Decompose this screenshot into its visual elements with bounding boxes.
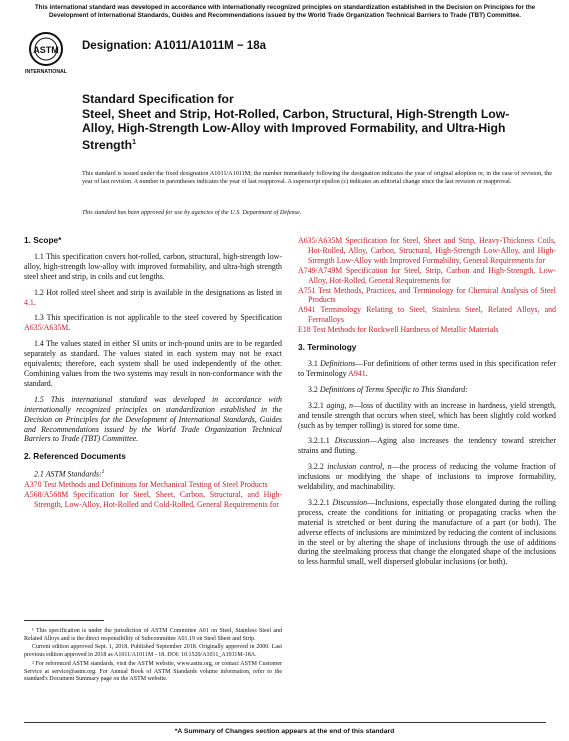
svg-text:ASTM: ASTM xyxy=(33,45,59,55)
ref-link[interactable]: A941 xyxy=(348,368,366,378)
reference-item[interactable]: A751 Test Methods, Practices, and Terminology for Chemical Analysis of Steel Products xyxy=(298,285,556,305)
reference-item[interactable]: A635/A635M Specification for Steel, Sheet and Strip, Heavy-Thickness Coils, Hot-Rolled, Alloy, Carbon, Structural, High-Strength Low-Alloy, and High-Strength Low-Alloy with Improved Formability, General Requirements for xyxy=(298,236,556,265)
term-3-2-2-1: 3.2.2.1 Discussion—Inclusions, especially those elongated during the rolling process, create the conditions for initiating or propagating cracks when the material is stretched or bent during the manufacture of a part (or both). The adverse effects of inclusions are minimized by reducing the content of inclusions in the steel or by altering the shape of inclusions through the use of additions during the steelmaking process that change the elongated shape of the inclusions to less harmful small, well dispersed globular inclusions (or both). xyxy=(298,497,557,567)
designation: Designation: A1011/A1011M − 18a xyxy=(82,40,266,52)
footnotes xyxy=(24,628,282,685)
reference-item[interactable]: A568/A568M Specification for Steel, Sheet, Carbon, Structural, and High-Strength, Low-Alloy, Hot-Rolled and Cold-Rolled, General Requirements for xyxy=(24,489,282,509)
term-3-2-1-1: 3.2.1.1 Discussion—Aging also increases the tendency toward stretcher strains and fluting. xyxy=(298,436,556,456)
references-subheading: 2.1 ASTM Standards:$^2$ xyxy=(34,469,105,479)
ref-link[interactable]: A635/A635M xyxy=(24,323,69,333)
scope-1-3: 1.3 This specification is not applicable to the steel covered by Specification A635/A635M. xyxy=(24,313,282,333)
scope-heading: 1. Scope* xyxy=(24,235,62,245)
terminology-heading: 3. Terminology xyxy=(298,342,357,353)
issued-note: This standard is issued under the fixed designation A1011/A1011M; the number immediately following the designation indicates the year of original adoption or, in the case of revision, the year of last revision. A number in parentheses indicates the year of last reapproval. A superscript epsilon (ε) indicates an editorial change since the last revision or reapproval. xyxy=(82,170,552,186)
scope-1-2: 1.2 Hot rolled steel sheet and strip is available in the designations as listed in 4.1. xyxy=(24,287,282,307)
term-3-1: 3.1 Definitions—For definitions of other terms used in this specification refer to Terminology A941. xyxy=(298,358,556,378)
development-notice: This international standard was developed in accordance with internationally recognized principles on standardization established in the Decision on Principles for the Development of International Standards, Guides and Recommendations issued by the World Trade Organization Technical Barriers to Trade (TBT) Committee. xyxy=(34,4,536,19)
reference-item[interactable]: A941 Terminology Relating to Steel, Stainless Steel, Related Alloys, and Ferroalloys xyxy=(298,305,556,325)
footnote-2: ² For referenced ASTM standards, visit the ASTM website, www.astm.org, or contact ASTM Customer Service at service@astm.org. For Annual Book of ASTM Standards volume information, refer to the standard's Document Summary page on the ASTM website. xyxy=(24,660,282,683)
astm-logo xyxy=(24,30,68,76)
reference-item[interactable]: A370 Test Methods and Definitions for Mechanical Testing of Steel Products xyxy=(24,479,268,489)
ref-link[interactable]: 4.1 xyxy=(24,297,34,307)
reference-item[interactable]: E18 Test Methods for Rockwell Hardness of Metallic Materials xyxy=(298,325,499,335)
term-3-2-1: 3.2.1 aging, n—loss of ductility with an increase in hardness, yield strength, and tensile strength that occurs when steel, which has been slightly cold worked (such as by temper rolling) is stored for some time. xyxy=(298,400,556,430)
term-3-2: 3.2 Definitions of Terms Specific to This Standard: xyxy=(308,384,468,394)
term-3-2-2: 3.2.2 inclusion control, n—the process of reducing the volume fraction of inclusions or modifying the shape of inclusions to improve formability, weldability, and machinability. xyxy=(298,462,556,492)
document-title xyxy=(82,92,522,152)
title-prefix: Standard Specification for xyxy=(82,92,234,106)
reference-item[interactable]: A749/A749M Specification for Steel, Strip, Carbon and High-Strength, Low-Alloy, Hot-Rolled, General Requirements for xyxy=(298,265,556,285)
approved-note: This standard has been approved for use by agencies of the U.S. Department of Defense. xyxy=(82,209,302,216)
footnote-1: ¹ This specification is under the jurisdiction of ASTM Committee A01 on Steel, Stainless Steel and Related Alloys and is the direct responsibility of Subcommittee A01.19 on Steel Sheet and Strip. xyxy=(24,628,282,642)
right-column xyxy=(298,236,556,573)
title-footnote-mark: 1 xyxy=(132,138,137,146)
left-column xyxy=(24,236,282,509)
footnote-divider xyxy=(24,620,104,621)
scope-1-5: 1.5 This international standard was developed in accordance with internationally recognized principles on standardization established in the Decision on Principles for the Development of International Standards, Guides and Recommendations issued by the World Trade Organization Technical Barriers to Trade (TBT) Committee. xyxy=(24,394,282,444)
svg-text:INTERNATIONAL: INTERNATIONAL xyxy=(25,69,67,75)
title-main: Steel, Sheet and Strip, Hot-Rolled, Carbon, Structural, High-Strength Low-Alloy, High-Strength Low-Alloy with Improved Formability, and Ultra-High Strength$^1$ xyxy=(82,106,510,152)
bottom-divider xyxy=(24,722,546,723)
references-heading: 2. Referenced Documents xyxy=(24,451,126,462)
scope-1-4: 1.4 The values stated in either SI units or inch-pound units are to be regarded separately as standard. The values stated in each system may not be exact equivalents; therefore, each system shall be used independently of the other. Combining values from the two systems may result in non-conformance with the standard. xyxy=(24,339,282,388)
summary-of-changes-note: *A Summary of Changes section appears at the end of this standard xyxy=(174,728,395,735)
scope-1-1: 1.1 This specification covers hot-rolled, carbon, structural, high-strength low-alloy, high-strength low-alloy with improved formability, and ultra-high strength steel sheet and strip, in coils and cut lengths. xyxy=(24,251,282,281)
footnote-1-edition: Current edition approved Sept. 1, 2018. Published September 2018. Originally approved in 2000. Last previous edition approved in 2018 as A1011/A1011M - 18. DOI: 10.1520/A1011_A1011M-18A. xyxy=(24,644,282,659)
